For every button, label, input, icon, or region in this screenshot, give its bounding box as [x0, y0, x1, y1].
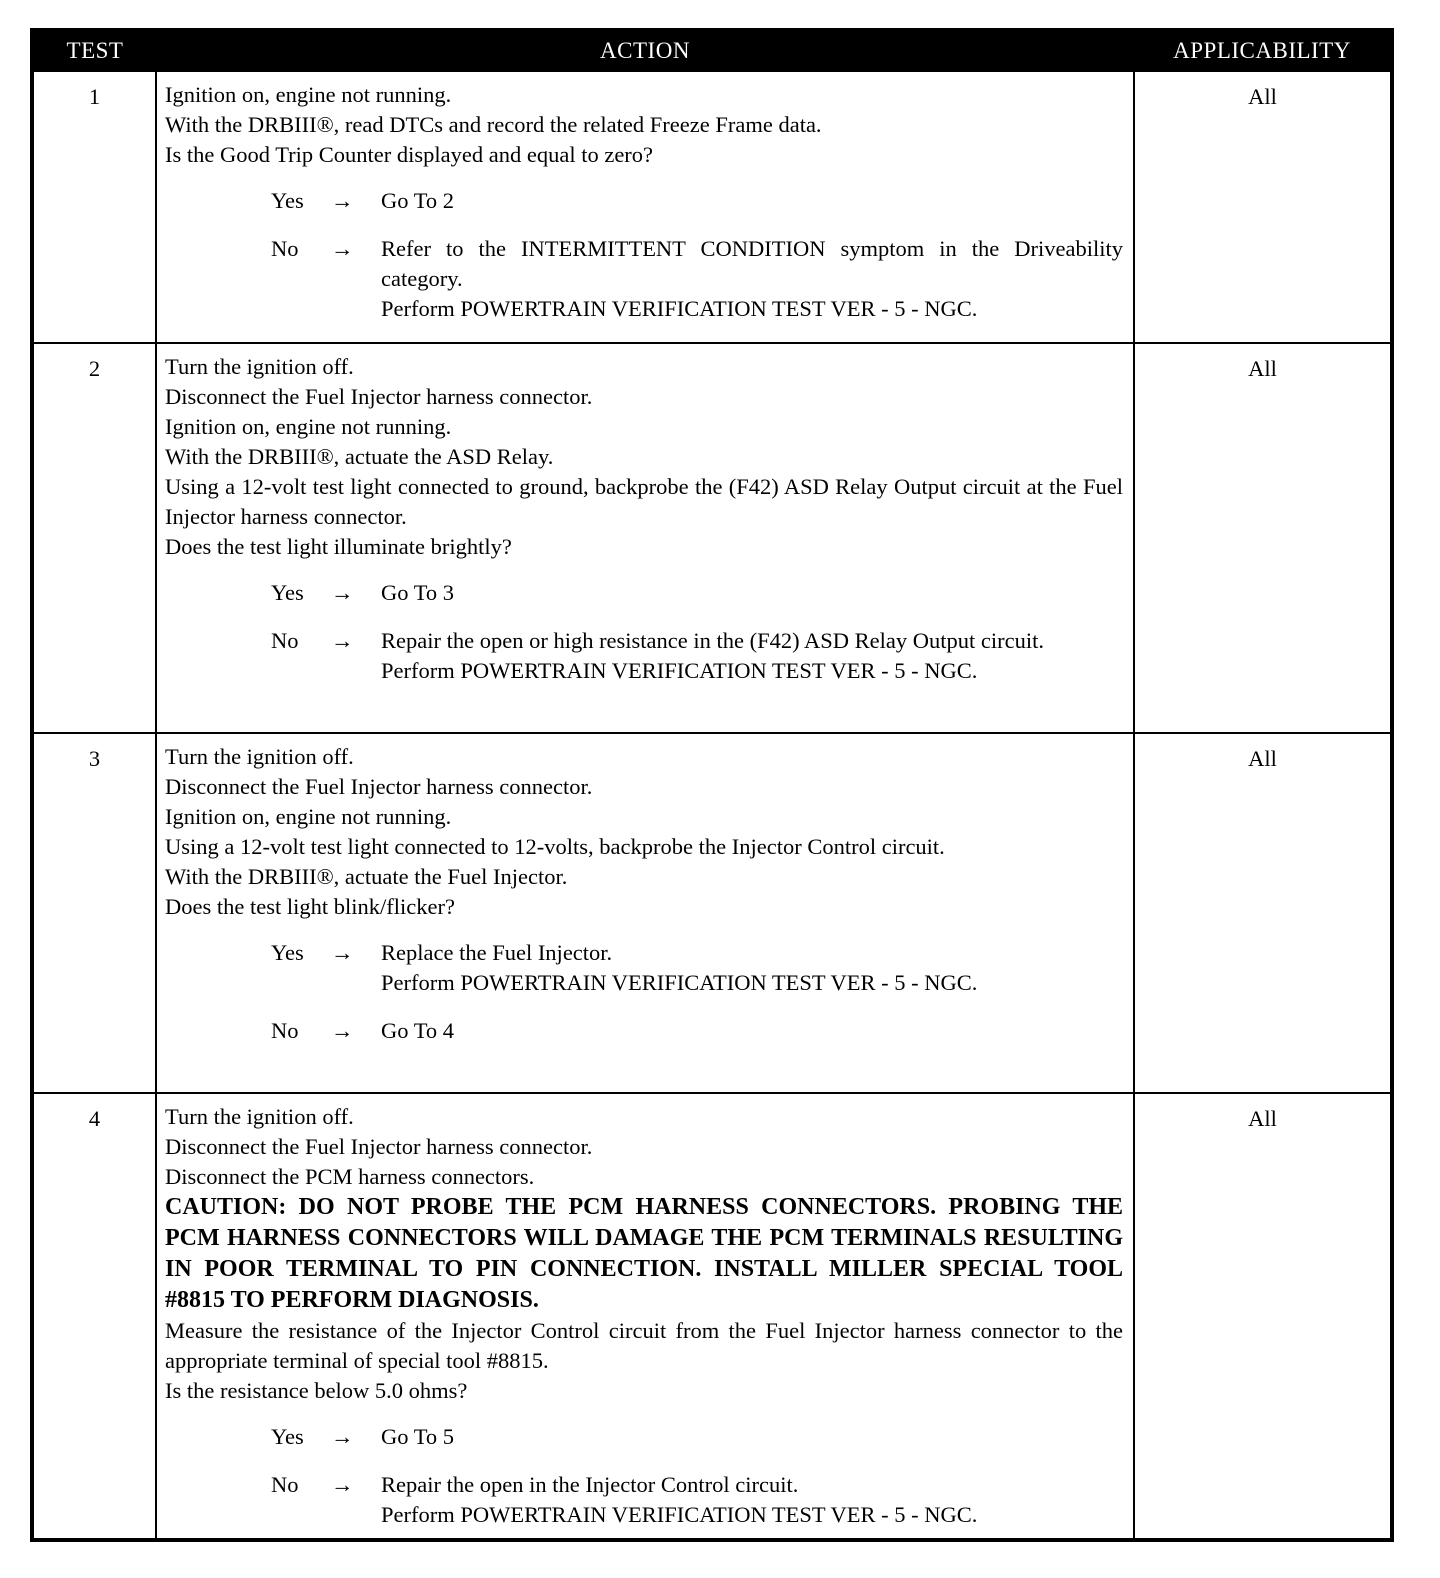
test-number: 4: [32, 1093, 156, 1540]
action-step: Does the test light blink/flicker?: [165, 894, 455, 919]
action-step: Ignition on, engine not running.: [165, 804, 452, 829]
action-step: Disconnect the Fuel Injector harness connector.: [165, 384, 593, 409]
yes-label: Yes: [271, 580, 304, 605]
no-label: No: [271, 236, 299, 261]
test-row-1: [32, 71, 1392, 343]
action-step: Using a 12-volt test light connected to ground, backprobe the (F42) ASD Relay Output circuit at the Fuel Injector harness connector.: [165, 474, 1123, 529]
result-line: Repair the open or high resistance in the (F42) ASD Relay Output circuit.: [381, 628, 1044, 653]
answer-branches: [165, 186, 1123, 324]
arrow-right-icon: →: [331, 188, 354, 213]
header-action: ACTION: [156, 30, 1134, 71]
no-result: [381, 1470, 1123, 1530]
answer-branches: [165, 1422, 1123, 1530]
arrow-right-icon: →: [331, 1018, 354, 1043]
result-line: Go To 5: [381, 1424, 455, 1449]
result-line: Perform POWERTRAIN VERIFICATION TEST VER - 5 - NGC.: [381, 658, 978, 683]
yes-result: [381, 578, 1123, 608]
action-step: Turn the ignition off.: [165, 1104, 354, 1129]
action-cell: [156, 343, 1134, 733]
no-branch: [165, 234, 1123, 324]
action-cell: [156, 71, 1134, 343]
no-branch: [165, 626, 1123, 686]
arrow-right-icon: →: [331, 580, 354, 605]
yes-label: Yes: [271, 940, 304, 965]
action-step: Disconnect the Fuel Injector harness connector.: [165, 774, 593, 799]
applicability-cell: All: [1134, 343, 1392, 733]
test-number: 3: [32, 733, 156, 1093]
yes-result: [381, 186, 1123, 216]
test-row-3: [32, 733, 1392, 1093]
result-line: Refer to the INTERMITTENT CONDITION symptom in the Driveability category.: [381, 236, 1123, 291]
no-label: No: [271, 1472, 299, 1497]
action-step: Disconnect the PCM harness connectors.: [165, 1164, 535, 1189]
action-step: With the DRBIII®, actuate the Fuel Injector.: [165, 864, 568, 889]
action-step: Turn the ignition off.: [165, 354, 354, 379]
no-result: [381, 234, 1123, 324]
arrow-right-icon: →: [331, 236, 354, 261]
test-number: 1: [32, 71, 156, 343]
answer-branches: [165, 938, 1123, 1046]
action-step: With the DRBIII®, read DTCs and record the related Freeze Frame data.: [165, 112, 822, 137]
action-cell: [156, 733, 1134, 1093]
result-line: Go To 3: [381, 580, 455, 605]
no-label: No: [271, 1018, 299, 1043]
action-step: Using a 12-volt test light connected to 12-volts, backprobe the Injector Control circuit.: [165, 834, 945, 859]
answer-branches: [165, 578, 1123, 686]
test-row-2: [32, 343, 1392, 733]
result-line: Perform POWERTRAIN VERIFICATION TEST VER - 5 - NGC.: [381, 1502, 978, 1527]
result-line: Go To 2: [381, 188, 455, 213]
header-row: [32, 30, 1392, 71]
action-cell: [156, 1093, 1134, 1540]
header-applicability: APPLICABILITY: [1134, 30, 1392, 71]
yes-branch: [165, 578, 1123, 608]
result-line: Perform POWERTRAIN VERIFICATION TEST VER - 5 - NGC.: [381, 970, 978, 995]
result-line: Replace the Fuel Injector.: [381, 940, 613, 965]
action-step: Is the resistance below 5.0 ohms?: [165, 1378, 468, 1403]
no-branch: [165, 1470, 1123, 1530]
action-step: Is the Good Trip Counter displayed and equal to zero?: [165, 142, 654, 167]
action-step: Turn the ignition off.: [165, 744, 354, 769]
action-step: Does the test light illuminate brightly?: [165, 534, 512, 559]
applicability-cell: All: [1134, 733, 1392, 1093]
no-label: No: [271, 628, 299, 653]
action-step: Ignition on, engine not running.: [165, 414, 452, 439]
yes-label: Yes: [271, 188, 304, 213]
arrow-right-icon: →: [331, 1472, 354, 1497]
no-result: [381, 1016, 1123, 1046]
action-step: Ignition on, engine not running.: [165, 82, 452, 107]
no-result: [381, 626, 1123, 686]
arrow-right-icon: →: [331, 1424, 354, 1449]
no-branch: [165, 1016, 1123, 1046]
test-row-4: [32, 1093, 1392, 1540]
diagnostic-table: [30, 28, 1394, 1542]
result-line: Perform POWERTRAIN VERIFICATION TEST VER - 5 - NGC.: [381, 296, 978, 321]
caution-warning: CAUTION: DO NOT PROBE THE PCM HARNESS CONNECTORS. PROBING THE PCM HARNESS CONNECTORS WILL DAMAGE THE PCM TERMINALS RESULTING IN POOR TERMINAL TO PIN CONNECTION. INSTALL MILLER SPECIAL TOOL #8815 TO PERFORM DIAGNOSIS.: [165, 1194, 1123, 1313]
test-number: 2: [32, 343, 156, 733]
yes-label: Yes: [271, 1424, 304, 1449]
yes-branch: [165, 938, 1123, 998]
yes-branch: [165, 1422, 1123, 1452]
action-step: Measure the resistance of the Injector Control circuit from the Fuel Injector harness connector to the appropriate terminal of special tool #8815.: [165, 1318, 1123, 1373]
result-line: Repair the open in the Injector Control circuit.: [381, 1472, 799, 1497]
action-step: With the DRBIII®, actuate the ASD Relay.: [165, 444, 554, 469]
yes-result: [381, 1422, 1123, 1452]
arrow-right-icon: →: [331, 940, 354, 965]
action-step: Disconnect the Fuel Injector harness connector.: [165, 1134, 593, 1159]
yes-branch: [165, 186, 1123, 216]
applicability-cell: All: [1134, 1093, 1392, 1540]
applicability-cell: All: [1134, 71, 1392, 343]
header-test: TEST: [32, 30, 156, 71]
arrow-right-icon: →: [331, 628, 354, 653]
yes-result: [381, 938, 1123, 998]
result-line: Go To 4: [381, 1018, 455, 1043]
